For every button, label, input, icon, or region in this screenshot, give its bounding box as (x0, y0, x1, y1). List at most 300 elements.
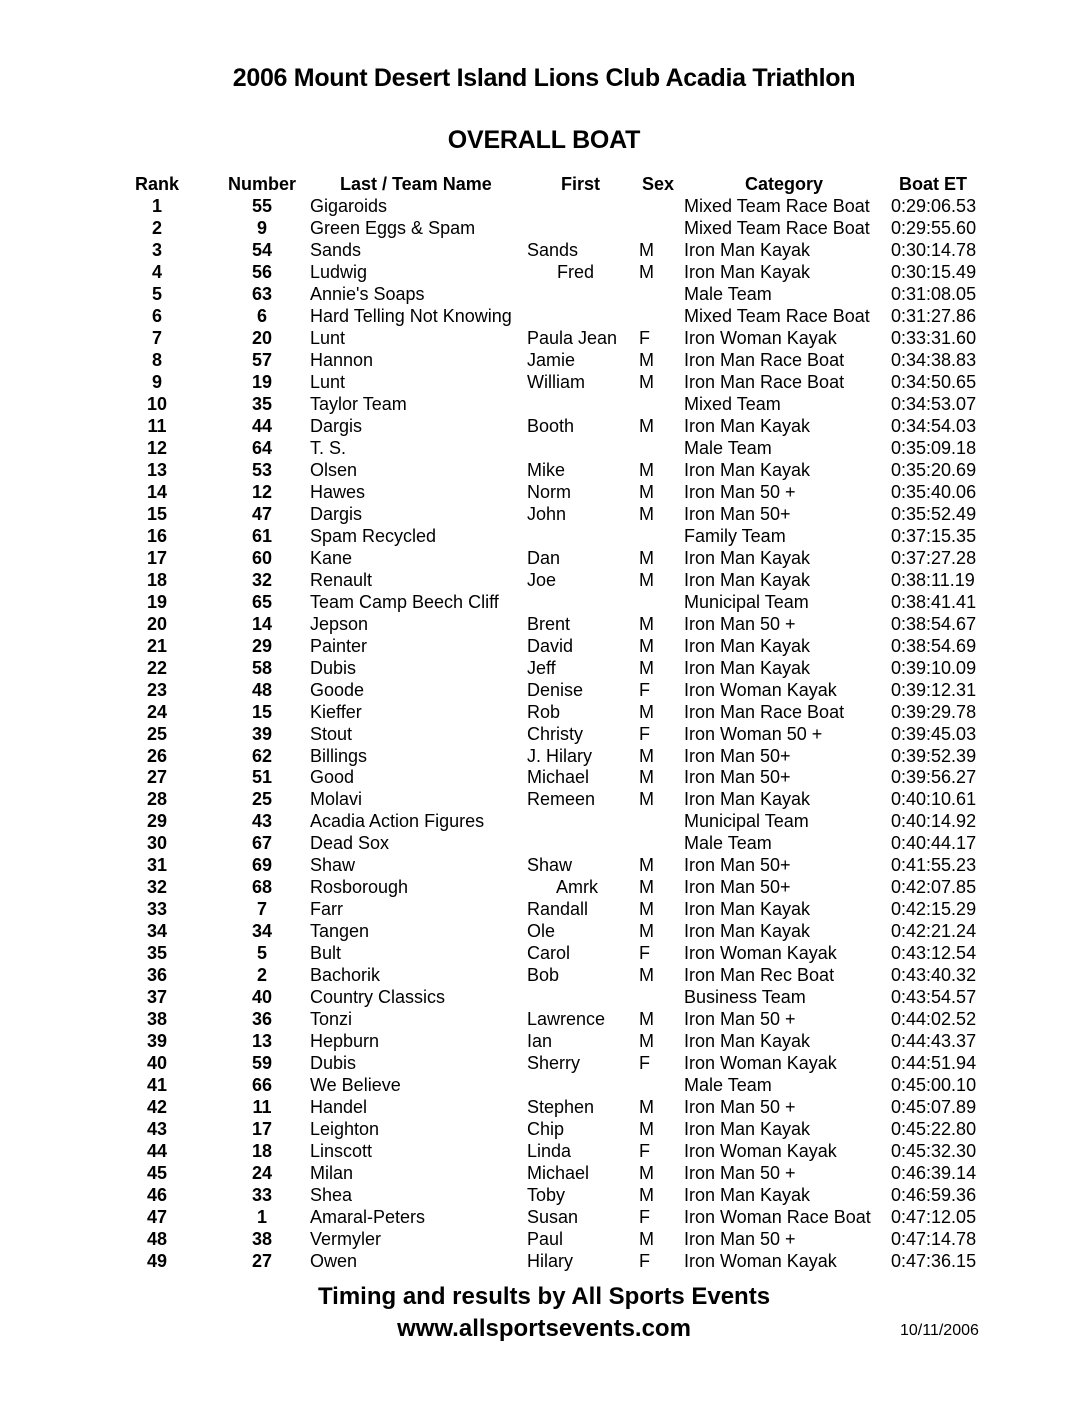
number-cell: 54 (251, 239, 273, 260)
number-cell: 9 (256, 217, 267, 238)
category-cell: Male Team (684, 1075, 772, 1096)
table-row (0, 1228, 1088, 1250)
category-cell: Iron Man 50 + (684, 481, 796, 502)
last-name-cell: Team Camp Beech Cliff (310, 591, 499, 612)
last-name-cell: Dubis (310, 657, 357, 678)
category-cell: Iron Man Race Boat (684, 349, 845, 370)
number-cell: 17 (251, 1119, 273, 1140)
category-cell: Iron Man Kayak (684, 1185, 811, 1206)
rank-cell: 21 (146, 635, 168, 656)
category-cell: Iron Man Kayak (684, 1031, 811, 1052)
sex-cell: F (639, 679, 650, 700)
category-cell: Iron Man Kayak (684, 569, 811, 590)
number-cell: 43 (251, 811, 273, 832)
boat-et-cell: 0:34:38.83 (891, 349, 977, 370)
last-name-cell: Hard Telling Not Knowing (310, 305, 512, 326)
boat-et-cell: 0:39:29.78 (891, 701, 977, 722)
rank-cell: 1 (151, 196, 162, 216)
page-title: 2006 Mount Desert Island Lions Club Acadia Triathlon (232, 64, 856, 92)
number-cell: 34 (251, 921, 273, 942)
first-name-cell: Rob (527, 701, 561, 722)
boat-et-cell: 0:42:21.24 (891, 921, 977, 942)
table-row (0, 569, 1088, 591)
last-name-cell: Handel (310, 1097, 368, 1118)
boat-et-cell: 0:45:32.30 (891, 1141, 977, 1162)
last-name-cell: Farr (310, 899, 343, 920)
number-cell: 40 (251, 987, 273, 1008)
number-cell: 18 (251, 1141, 273, 1162)
number-cell: 58 (251, 657, 273, 678)
rank-cell: 14 (146, 481, 168, 502)
last-name-cell: Gigaroids (310, 196, 388, 216)
category-cell: Mixed Team (684, 393, 781, 414)
number-cell: 55 (251, 196, 273, 216)
first-name-cell: Ole (527, 921, 556, 942)
header-last: Last / Team Name (340, 174, 492, 194)
rank-cell: 32 (146, 877, 168, 898)
number-cell: 57 (251, 349, 273, 370)
boat-et-cell: 0:45:22.80 (891, 1119, 977, 1140)
last-name-cell: Kieffer (310, 701, 362, 722)
boat-et-cell: 0:33:31.60 (891, 327, 977, 348)
boat-et-cell: 0:39:56.27 (891, 767, 977, 788)
number-cell: 68 (251, 877, 273, 898)
category-cell: Iron Man 50 + (684, 1097, 796, 1118)
table-row (0, 415, 1088, 437)
table-row (0, 503, 1088, 525)
rank-cell: 33 (146, 899, 168, 920)
sex-cell: F (639, 943, 650, 964)
boat-et-cell: 0:35:52.49 (891, 503, 977, 524)
last-name-cell: Milan (310, 1163, 354, 1184)
sex-cell: M (639, 239, 654, 260)
last-name-cell: Goode (310, 679, 365, 700)
number-cell: 15 (251, 701, 273, 722)
last-name-cell: Renault (310, 569, 373, 590)
table-row (0, 613, 1088, 635)
rank-cell: 19 (146, 591, 168, 612)
boat-et-cell: 0:39:12.31 (891, 679, 977, 700)
header-number: Number (228, 174, 297, 194)
number-cell: 24 (251, 1163, 273, 1184)
category-cell: Iron Man 50 + (684, 1229, 796, 1250)
category-cell: Iron Woman Kayak (684, 1141, 837, 1162)
sex-cell: M (639, 899, 654, 920)
first-name-cell: Dan (527, 547, 561, 568)
first-name-cell: Jamie (527, 349, 576, 370)
last-name-cell: Shea (310, 1185, 353, 1206)
boat-et-cell: 0:38:11.19 (891, 569, 975, 590)
rank-cell: 24 (146, 701, 168, 722)
last-name-cell: Billings (310, 745, 368, 766)
sex-cell: M (639, 635, 654, 656)
category-cell: Iron Woman Kayak (684, 1053, 837, 1074)
last-name-cell: Owen (310, 1251, 358, 1272)
rank-cell: 42 (146, 1097, 168, 1118)
number-cell: 39 (251, 723, 273, 744)
sex-cell: M (639, 569, 654, 590)
first-name-cell: Amrk (527, 877, 599, 898)
boat-et-cell: 0:35:20.69 (891, 459, 977, 480)
last-name-cell: Taylor Team (310, 393, 407, 414)
rank-cell: 22 (146, 657, 168, 678)
header-first: First (561, 174, 601, 194)
rank-cell: 25 (146, 723, 168, 744)
number-cell: 12 (251, 481, 273, 502)
first-name-cell: Bob (527, 965, 560, 986)
table-row (0, 810, 1088, 832)
last-name-cell: Bult (310, 943, 342, 964)
category-cell: Iron Man Rec Boat (684, 965, 835, 986)
number-cell: 61 (251, 525, 273, 546)
category-cell: Iron Man Kayak (684, 261, 811, 282)
rank-cell: 28 (146, 789, 168, 810)
number-cell: 27 (251, 1251, 273, 1272)
boat-et-cell: 0:41:55.23 (891, 855, 977, 876)
table-row (0, 437, 1088, 459)
table-row (0, 1184, 1088, 1206)
rank-cell: 41 (146, 1075, 168, 1096)
number-cell: 11 (252, 1097, 272, 1118)
category-cell: Iron Man Kayak (684, 635, 811, 656)
rank-cell: 38 (146, 1009, 168, 1030)
rank-cell: 36 (146, 965, 168, 986)
number-cell: 63 (251, 283, 273, 304)
rank-cell: 12 (146, 437, 168, 458)
category-cell: Male Team (684, 833, 772, 854)
number-cell: 44 (251, 415, 273, 436)
boat-et-cell: 0:30:15.49 (891, 261, 977, 282)
table-row (0, 1052, 1088, 1074)
category-cell: Municipal Team (684, 591, 809, 612)
last-name-cell: Tonzi (310, 1009, 353, 1030)
table-row (0, 195, 1088, 217)
rank-cell: 26 (146, 745, 168, 766)
table-row (0, 788, 1088, 810)
number-cell: 66 (251, 1075, 273, 1096)
number-cell: 14 (251, 613, 273, 634)
last-name-cell: Rosborough (310, 877, 409, 898)
last-name-cell: Molavi (310, 789, 363, 810)
first-name-cell: William (527, 371, 585, 392)
first-name-cell: Fred (527, 261, 595, 282)
table-row (0, 964, 1088, 986)
number-cell: 7 (256, 899, 267, 920)
table-row (0, 393, 1088, 415)
table-row (0, 1030, 1088, 1052)
sex-cell: M (639, 921, 654, 942)
boat-et-cell: 0:43:54.57 (891, 987, 977, 1008)
page-subtitle: OVERALL BOAT (447, 126, 641, 154)
rank-cell: 7 (151, 327, 162, 348)
number-cell: 25 (251, 789, 273, 810)
rank-cell: 6 (151, 305, 162, 326)
rank-cell: 29 (146, 811, 168, 832)
first-name-cell: Remeen (527, 789, 596, 810)
number-cell: 51 (251, 767, 273, 788)
first-name-cell: Sands (527, 239, 579, 260)
table-row (0, 986, 1088, 1008)
boat-et-cell: 0:39:45.03 (891, 723, 977, 744)
first-name-cell: Linda (527, 1141, 572, 1162)
table-row (0, 854, 1088, 876)
boat-et-cell: 0:31:27.86 (891, 305, 977, 326)
category-cell: Iron Man Kayak (684, 239, 811, 260)
table-row (0, 723, 1088, 745)
table-row (0, 481, 1088, 503)
number-cell: 67 (251, 833, 273, 854)
footer-url: www.allsportsevents.com (397, 1315, 691, 1342)
table-row (0, 832, 1088, 854)
first-name-cell: Susan (527, 1207, 579, 1228)
first-name-cell: Carol (527, 943, 571, 964)
sex-cell: F (639, 1207, 650, 1228)
first-name-cell: Brent (527, 613, 571, 634)
last-name-cell: Vermyler (310, 1229, 382, 1250)
sex-cell: F (639, 723, 650, 744)
rank-cell: 27 (146, 767, 168, 788)
first-name-cell: Shaw (527, 855, 573, 876)
number-cell: 19 (251, 371, 273, 392)
number-cell: 59 (251, 1053, 273, 1074)
last-name-cell: Dubis (310, 1053, 357, 1074)
last-name-cell: Ludwig (310, 261, 368, 282)
table-row (0, 1008, 1088, 1030)
rank-cell: 9 (151, 371, 162, 392)
last-name-cell: Bachorik (310, 965, 381, 986)
category-cell: Iron Man 50+ (684, 503, 791, 524)
category-cell: Iron Man 50+ (684, 855, 791, 876)
rank-cell: 48 (146, 1229, 168, 1250)
boat-et-cell: 0:34:54.03 (891, 415, 977, 436)
category-cell: Iron Man Kayak (684, 415, 811, 436)
category-cell: Iron Woman Race Boat (684, 1207, 871, 1228)
table-row (0, 283, 1088, 305)
sex-cell: M (639, 767, 654, 788)
first-name-cell: Joe (527, 569, 557, 590)
last-name-cell: Kane (310, 547, 353, 568)
table-row (0, 635, 1088, 657)
first-name-cell: Chip (527, 1119, 565, 1140)
category-cell: Iron Man Race Boat (684, 371, 845, 392)
first-name-cell: Sherry (527, 1053, 581, 1074)
table-row (0, 876, 1088, 898)
rank-cell: 16 (146, 525, 168, 546)
category-cell: Iron Man 50 + (684, 1163, 796, 1184)
table-header (0, 173, 1088, 195)
boat-et-cell: 0:47:12.05 (891, 1207, 977, 1228)
boat-et-cell: 0:43:12.54 (891, 943, 977, 964)
last-name-cell: Leighton (310, 1119, 380, 1140)
rank-cell: 31 (146, 855, 168, 876)
boat-et-cell: 0:43:40.32 (891, 965, 977, 986)
sex-cell: M (639, 877, 654, 898)
last-name-cell: Good (310, 767, 355, 788)
footer-credit: Timing and results by All Sports Events (317, 1283, 771, 1310)
number-cell: 36 (251, 1009, 273, 1030)
last-name-cell: Shaw (310, 855, 356, 876)
category-cell: Iron Man Kayak (684, 657, 811, 678)
first-name-cell: Mike (527, 459, 566, 480)
sex-cell: M (639, 349, 654, 370)
sex-cell: M (639, 855, 654, 876)
sex-cell: M (639, 1031, 654, 1052)
category-cell: Iron Man Kayak (684, 547, 811, 568)
header-sex: Sex (642, 174, 675, 194)
sex-cell: M (639, 701, 654, 722)
first-name-cell: Randall (527, 899, 589, 920)
table-row (0, 1250, 1088, 1272)
category-cell: Iron Man 50+ (684, 877, 791, 898)
first-name-cell: Michael (527, 767, 590, 788)
last-name-cell: Amaral-Peters (310, 1207, 426, 1228)
first-name-cell: Paula Jean (527, 327, 618, 348)
number-cell: 56 (251, 261, 273, 282)
boat-et-cell: 0:42:07.85 (891, 877, 977, 898)
rank-cell: 49 (146, 1251, 168, 1272)
table-row (0, 327, 1088, 349)
category-cell: Iron Man 50 + (684, 1009, 796, 1030)
table-row (0, 898, 1088, 920)
boat-et-cell: 0:45:00.10 (891, 1075, 977, 1096)
rank-cell: 8 (151, 349, 162, 370)
table-row (0, 766, 1088, 788)
sex-cell: M (639, 1009, 654, 1030)
first-name-cell: Toby (527, 1185, 566, 1206)
category-cell: Iron Man Kayak (684, 921, 811, 942)
sex-cell: M (639, 745, 654, 766)
table-row (0, 745, 1088, 767)
rank-cell: 20 (146, 613, 168, 634)
table-row (0, 920, 1088, 942)
number-cell: 33 (251, 1185, 273, 1206)
sex-cell: F (639, 1251, 650, 1272)
category-cell: Mixed Team Race Boat (684, 217, 870, 238)
rank-cell: 37 (146, 987, 168, 1008)
boat-et-cell: 0:30:14.78 (891, 239, 977, 260)
table-row (0, 459, 1088, 481)
table-row (0, 305, 1088, 327)
number-cell: 5 (256, 943, 267, 964)
category-cell: Iron Woman Kayak (684, 943, 837, 964)
sex-cell: F (639, 1141, 650, 1162)
category-cell: Mixed Team Race Boat (684, 305, 870, 326)
table-row (0, 1096, 1088, 1118)
category-cell: Iron Man Kayak (684, 789, 811, 810)
number-cell: 35 (251, 393, 273, 414)
table-row (0, 547, 1088, 569)
category-cell: Iron Woman Kayak (684, 679, 837, 700)
table-row (0, 217, 1088, 239)
category-cell: Family Team (684, 525, 786, 546)
boat-et-cell: 0:40:10.61 (891, 789, 977, 810)
number-cell: 69 (251, 855, 273, 876)
boat-et-cell: 0:38:54.69 (891, 635, 977, 656)
rank-cell: 15 (146, 503, 168, 524)
boat-et-cell: 0:38:54.67 (891, 613, 977, 634)
number-cell: 60 (251, 547, 273, 568)
rank-cell: 2 (151, 217, 162, 238)
boat-et-cell: 0:34:50.65 (891, 371, 977, 392)
header-category: Category (745, 174, 824, 194)
sex-cell: M (639, 1119, 654, 1140)
boat-et-cell: 0:44:43.37 (891, 1031, 977, 1052)
last-name-cell: Green Eggs & Spam (310, 217, 476, 238)
boat-et-cell: 0:40:44.17 (891, 833, 977, 854)
sex-cell: M (639, 789, 654, 810)
rank-cell: 10 (146, 393, 168, 414)
sex-cell: M (639, 1163, 654, 1184)
rank-cell: 46 (146, 1185, 168, 1206)
number-cell: 38 (251, 1229, 273, 1250)
number-cell: 32 (251, 569, 273, 590)
category-cell: Iron Man Kayak (684, 1119, 811, 1140)
rank-cell: 39 (146, 1031, 168, 1052)
last-name-cell: T. S. (310, 437, 347, 458)
category-cell: Iron Woman Kayak (684, 327, 837, 348)
boat-et-cell: 0:34:53.07 (891, 393, 977, 414)
rank-cell: 3 (151, 239, 162, 260)
first-name-cell: Booth (527, 415, 575, 436)
sex-cell: M (639, 1229, 654, 1250)
last-name-cell: Dead Sox (310, 833, 390, 854)
last-name-cell: Sands (310, 239, 362, 260)
rank-cell: 45 (146, 1163, 168, 1184)
rank-cell: 34 (146, 921, 168, 942)
first-name-cell: Stephen (527, 1097, 595, 1118)
last-name-cell: We Believe (310, 1075, 401, 1096)
rank-cell: 47 (146, 1207, 168, 1228)
rank-cell: 13 (146, 459, 168, 480)
last-name-cell: Acadia Action Figures (310, 811, 485, 832)
last-name-cell: Stout (310, 723, 353, 744)
sex-cell: M (639, 371, 654, 392)
boat-et-cell: 0:45:07.89 (891, 1097, 977, 1118)
boat-et-cell: 0:29:55.60 (891, 217, 977, 238)
table-row (0, 1206, 1088, 1228)
table-row (0, 942, 1088, 964)
last-name-cell: Hannon (310, 349, 374, 370)
first-name-cell: Ian (527, 1031, 553, 1052)
rank-cell: 11 (147, 415, 167, 436)
table-row (0, 239, 1088, 261)
last-name-cell: Lunt (310, 371, 346, 392)
boat-et-cell: 0:44:51.94 (891, 1053, 977, 1074)
boat-et-cell: 0:39:10.09 (891, 657, 977, 678)
header-rank: Rank (134, 174, 179, 194)
table-row (0, 1118, 1088, 1140)
sex-cell: M (639, 657, 654, 678)
table-row (0, 679, 1088, 701)
boat-et-cell: 0:35:09.18 (891, 437, 977, 458)
boat-et-cell: 0:46:39.14 (891, 1163, 977, 1184)
rank-cell: 17 (146, 547, 168, 568)
sex-cell: M (639, 1185, 654, 1206)
number-cell: 13 (251, 1031, 273, 1052)
number-cell: 29 (251, 635, 273, 656)
first-name-cell: Paul (527, 1229, 564, 1250)
number-cell: 64 (251, 437, 273, 458)
rank-cell: 4 (151, 261, 162, 282)
rank-cell: 30 (146, 833, 168, 854)
boat-et-cell: 0:44:02.52 (891, 1009, 977, 1030)
number-cell: 53 (251, 459, 273, 480)
number-cell: 48 (251, 679, 273, 700)
first-name-cell: Denise (527, 679, 584, 700)
number-cell: 2 (256, 965, 267, 986)
last-name-cell: Annie's Soaps (310, 283, 425, 304)
sex-cell: M (639, 261, 654, 282)
